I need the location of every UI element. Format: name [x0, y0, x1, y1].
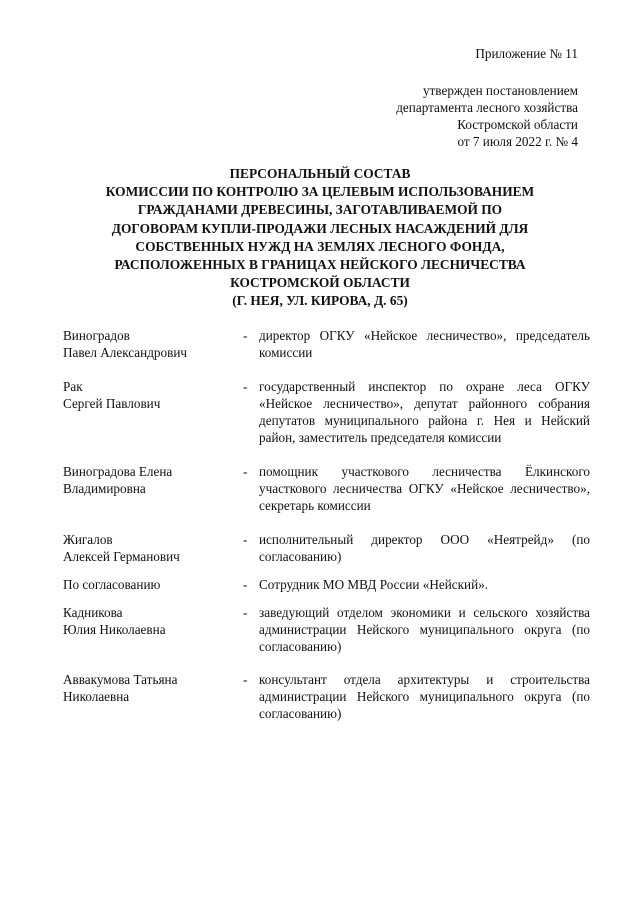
member-row	[63, 531, 590, 565]
title-line: СОБСТВЕННЫХ НУЖД НА ЗЕМЛЯХ ЛЕСНОГО ФОНДА,	[135, 238, 505, 254]
separator-dash: -	[243, 328, 248, 343]
member-given-names: Павел Александрович	[63, 345, 188, 360]
member-name	[63, 378, 243, 412]
approval-line: утвержден постановлением	[422, 83, 578, 98]
title-line: ПЕРСОНАЛЬНЫЙ СОСТАВ	[229, 166, 411, 181]
member-role: заведующий отделом экономики и сельского хозяйства администрации Нейского муниципального округа (по согласованию)	[259, 605, 590, 654]
member-role: Сотрудник МО МВД России «Нейский».	[259, 577, 489, 592]
member-row	[63, 327, 590, 361]
member-surname: Рак	[63, 379, 83, 394]
title-line: КОСТРОМСКОЙ ОБЛАСТИ	[230, 275, 410, 291]
separator-dash: -	[243, 577, 248, 592]
member-role: директор ОГКУ «Нейское лесничество», председатель комиссии	[259, 328, 590, 360]
member-name	[63, 576, 243, 593]
approval-line: Костромской области	[457, 117, 578, 132]
member-role: консультант отдела архитектуры и строительства администрации Нейского муниципального округа (по согласованию)	[259, 672, 590, 721]
member-surname: Жигалов	[63, 532, 113, 547]
title-line: (Г. НЕЯ, УЛ. КИРОВА, Д. 65)	[232, 293, 408, 309]
member-name	[63, 531, 243, 565]
member-surname: Виноградова Елена	[63, 464, 173, 479]
members-list	[63, 327, 590, 722]
member-given-names: Николаевна	[63, 689, 130, 704]
separator-dash: -	[243, 464, 248, 479]
appendix-number: Приложение № 11	[475, 46, 578, 61]
member-row	[63, 463, 590, 514]
member-name	[63, 671, 243, 705]
separator-dash: -	[243, 379, 248, 394]
approval-line: от 7 июля 2022 г. № 4	[457, 134, 578, 149]
separator-dash: -	[243, 532, 248, 547]
member-row	[63, 604, 590, 655]
member-row	[63, 671, 590, 722]
member-surname: Кадникова	[63, 605, 123, 620]
title-line: ДОГОВОРАМ КУПЛИ-ПРОДАЖИ ЛЕСНЫХ НАСАЖДЕНИЙ ДЛЯ	[111, 220, 529, 236]
title-line: РАСПОЛОЖЕННЫХ В ГРАНИЦАХ НЕЙСКОГО ЛЕСНИЧЕСТВА	[114, 257, 526, 273]
approval-line: департамента лесного хозяйства	[396, 100, 578, 115]
member-name	[63, 604, 243, 638]
member-surname: Аввакумова Татьяна	[63, 672, 178, 687]
title-line: ГРАЖДАНАМИ ДРЕВЕСИНЫ, ЗАГОТАВЛИВАЕМОЙ ПО	[137, 202, 503, 218]
approval-block	[396, 82, 578, 150]
member-surname: По согласованию	[63, 577, 161, 592]
title-line: КОМИССИИ ПО КОНТРОЛЮ ЗА ЦЕЛЕВЫМ ИСПОЛЬЗОВАНИЕМ	[105, 184, 535, 200]
member-name	[63, 463, 243, 497]
separator-dash: -	[243, 605, 248, 620]
member-role: помощник участкового лесничества Ёлкинского участкового лесничества ОГКУ «Нейское лесничество», секретарь комиссии	[259, 464, 590, 513]
member-given-names: Юлия Николаевна	[63, 622, 166, 637]
member-surname: Виноградов	[63, 328, 130, 343]
member-role: государственный инспектор по охране леса ОГКУ «Нейское лесничество», депутат районного собрания депутатов муниципального района г. Нея и Нейский район, заместитель председателя комиссии	[259, 379, 590, 445]
member-given-names: Владимировна	[63, 481, 146, 496]
member-row	[63, 576, 590, 593]
member-row	[63, 378, 590, 446]
member-name	[63, 327, 243, 361]
member-given-names: Сергей Павлович	[63, 396, 161, 411]
separator-dash: -	[243, 672, 248, 687]
document-title	[60, 165, 580, 311]
member-role: исполнительный директор ООО «Неятрейд» (по согласованию)	[259, 532, 590, 564]
member-given-names: Алексей Германович	[63, 549, 180, 564]
